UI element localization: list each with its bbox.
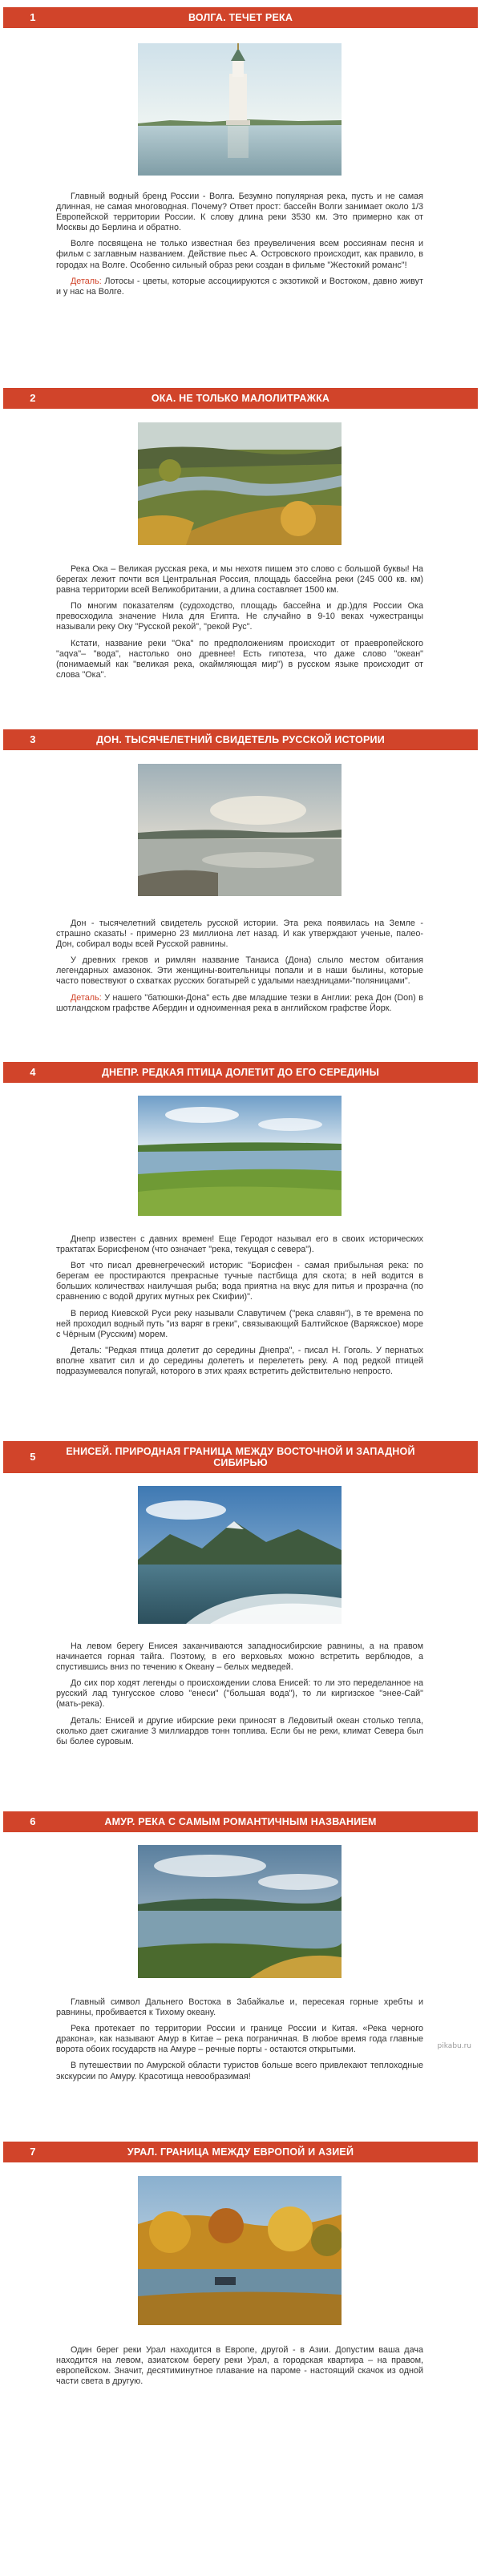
section-ural xyxy=(0,2142,481,2576)
section-title: ОКА. НЕ ТОЛЬКО МАЛОЛИТРАЖКА xyxy=(151,393,330,404)
paragraph: Волге посвящена не только известная без преувеличения всем россиянам песня и фильм с заглавным названием. Действие пьес А. Островского происходит, как правило, в городах на Волге. Особенно сильный образ реки создан в фильме "Жестокий романс"! xyxy=(56,239,423,270)
section-number: 5 xyxy=(30,1451,36,1463)
paragraph: Дон - тысячелетний свидетель русской истории. Эта река появилась на Земле - страшно сказать! - примерно 23 миллиона лет назад. И как утверждают ученые, палео-Дон, собирал воды всей Русской равнины. xyxy=(56,919,423,950)
section-body xyxy=(56,564,423,686)
section-body xyxy=(56,2345,423,2392)
section-header xyxy=(3,388,478,409)
section-number: 6 xyxy=(30,1815,36,1827)
paragraph: На левом берегу Енисея заканчиваются западносибирские равнины, а на правом начинается горная тайга. Поэтому, в его верховьях можно встретить верблюдов, а спустившись вниз по течению к Океану – белых медведей. xyxy=(56,1641,423,1673)
section-title: ЕНИСЕЙ. ПРИРОДНАЯ ГРАНИЦА МЕЖДУ ВОСТОЧНОЙ И ЗАПАДНОЙ СИБИРЬЮ xyxy=(66,1446,415,1468)
section-yenisei xyxy=(0,1435,481,1811)
section-photo xyxy=(138,2176,342,2325)
watermark: pikabu.ru xyxy=(437,2042,471,2050)
paragraph: Река Ока – Великая русская река, и мы нехотя пишем это слово с большой буквы! На берегах лежит почти вся Центральная Россия, площадь бассейна реки (245 000 кв. км) равна территории всей Великобритании, а длина составляет 1500 км. xyxy=(56,564,423,596)
paragraph: В путешествии по Амурской области туристов больше всего привлекают теплоходные экскурсии по Амуру. Красотища невообразимая! xyxy=(56,2061,423,2081)
detail-label: Деталь: xyxy=(71,276,102,286)
section-header xyxy=(3,1441,478,1473)
section-number: 2 xyxy=(30,392,36,404)
section-photo xyxy=(138,1845,342,1978)
paragraph: Река протекает по территории России и границе России и Китая. «Река черного дракона», как называют Амур в Китае – река пограничная. В любое время года главные ворота обоих государств на Амуре – речные порты - остаются открытыми. xyxy=(56,2024,423,2055)
section-volga xyxy=(0,0,481,367)
section-body xyxy=(56,192,423,303)
section-number: 1 xyxy=(30,11,36,23)
section-title: ДОН. ТЫСЯЧЕЛЕТНИЙ СВИДЕТЕЛЬ РУССКОЙ ИСТОРИИ xyxy=(96,734,385,745)
section-photo xyxy=(138,43,342,176)
amur-river-image xyxy=(138,1845,342,1978)
paragraph: По многим показателям (судоходство, площадь бассейна и др.)для России Ока превосходила значение Нила для Египта. Не случайно в 9-10 веках чужестранцы называли реку Оку "Русской рекой", "рекой Рус". xyxy=(56,601,423,632)
section-header xyxy=(3,1062,478,1083)
section-header xyxy=(3,729,478,750)
section-body xyxy=(56,1997,423,2088)
paragraph: Главный водный бренд России - Волга. Безумно популярная река, пусть и не самая длинная, не самая многоводная. Почему? Ответ прост: бассейн Волги занимает около 1/3 Европейской территории России. К слову длина реки 3530 км. Это примерно как от Москвы до Берлина и обратно. xyxy=(56,192,423,233)
section-body xyxy=(56,1234,423,1383)
detail-paragraph xyxy=(56,277,423,297)
section-photo xyxy=(138,1096,342,1216)
detail-text: У нашего "батюшки-Дона" есть две младшие тезки в Англии: река Дон (Don) в шотландском графстве Абердин и одноименная река в английском графстве Йорк. xyxy=(56,992,423,1013)
detail-label: Деталь: xyxy=(71,992,102,1003)
paragraph: Деталь: Енисей и другие ибирские реки приносят в Ледовитый океан столько тепла, сколько дает сжигание 3 миллиардов тонн топлива. Если бы не реки, климат Севера был бы более суровым. xyxy=(56,1715,423,1746)
paragraph: Вот что писал древнегреческий историк: "Борисфен - самая прибыльная река: по берегам ее простираются прекрасные тучные пастбища для скота; в ней водится в больших количествах наилучшая рыба; вода приятна на вкус для питья и прозрачна (по сравнению с водой других мутных рек Скифии)". xyxy=(56,1261,423,1302)
section-body xyxy=(56,1641,423,1753)
section-title: ВОЛГА. ТЕЧЕТ РЕКА xyxy=(188,12,293,23)
don-mist-image xyxy=(138,764,342,896)
section-header xyxy=(3,1811,478,1832)
section-photo xyxy=(138,764,342,896)
paragraph: До сих пор ходят легенды о происхождении слова Енисей: то ли это переделанное на русский лад тунгусское слово "енеси" ("большая вода"), то ли киргизское "энее-Сай" (мать-река). xyxy=(56,1678,423,1710)
section-amur xyxy=(0,1811,481,2142)
section-body xyxy=(56,919,423,1019)
section-title: ДНЕПР. РЕДКАЯ ПТИЦА ДОЛЕТИТ ДО ЕГО СЕРЕДИНЫ xyxy=(101,1067,380,1078)
oka-river-image xyxy=(138,422,342,545)
detail-text: Лотосы - цветы, которые ассоциируются с экзотикой и Востоком, давно живут и у нас на Волге. xyxy=(56,276,423,297)
section-number: 7 xyxy=(30,2146,36,2158)
section-photo xyxy=(138,422,342,545)
section-header xyxy=(3,2142,478,2162)
section-header xyxy=(3,7,478,28)
section-number: 3 xyxy=(30,733,36,745)
yenisei-boat-image xyxy=(138,1486,342,1624)
paragraph: Один берег реки Урал находится в Европе, другой - в Азии. Допустим ваша дача находится на левом, азиатском берегу реки Урал, а городская квартира – на правом, европейском. Значит, десятиминутное плавание на пароме - настоящий скачок из одной части света в другую. xyxy=(56,2345,423,2387)
paragraph: Деталь: "Редкая птица долетит до середины Днепра", - писал Н. Гоголь. У пернатых вполне хватит сил и до середины долететь и перелететь реку. А под редкой птицей подразумевался попугай, которого в этих краях встретить действительно непросто. xyxy=(56,1345,423,1377)
dnepr-meadow-image xyxy=(138,1096,342,1216)
paragraph: У древних греков и римлян название Танаиса (Дона) слыло местом обитания легендарных амазонок. Эти женщины-воительницы попали и в наши былины, которые часто повествуют о схватках русских богатырей с удалыми наездницами-"поляницами". xyxy=(56,955,423,987)
paragraph: Главный символ Дальнего Востока в Забайкалье и, пересекая горные хребты и равнины, пробивается к Тихому океану. xyxy=(56,1997,423,2018)
section-photo xyxy=(138,1486,342,1624)
volga-belltower-image xyxy=(138,43,342,176)
ural-autumn-image xyxy=(138,2176,342,2325)
paragraph: В период Киевской Руси реку называли Славутичем ("река славян"), в те времена по ней проходил водный путь "из варяг в греки", связывающий Балтийское (Варяжское) море с Чёрным (Русским) морем. xyxy=(56,1308,423,1339)
paragraph: Кстати, название реки "Ока" по предположениям происходит от праевропейского "aqva"– "вода", настолько оно древнее! Есть гипотеза, что даже слово "океан" (понимаемый как "великая река, окаймляющая мир") в русском языке происходит от слова "Ока". xyxy=(56,638,423,680)
section-title: УРАЛ. ГРАНИЦА МЕЖДУ ЕВРОПОЙ И АЗИЕЙ xyxy=(127,2146,354,2158)
section-don xyxy=(0,729,481,1062)
detail-paragraph xyxy=(56,993,423,1014)
section-oka xyxy=(0,377,481,729)
section-number: 4 xyxy=(30,1066,36,1078)
section-title: АМУР. РЕКА С САМЫМ РОМАНТИЧНЫМ НАЗВАНИЕМ xyxy=(104,1816,377,1827)
paragraph: Днепр известен с давних времен! Еще Геродот называл его в своих исторических трактатах Борисфеном (что означает "река, текущая с севера"). xyxy=(56,1234,423,1255)
section-dnepr xyxy=(0,1062,481,1435)
